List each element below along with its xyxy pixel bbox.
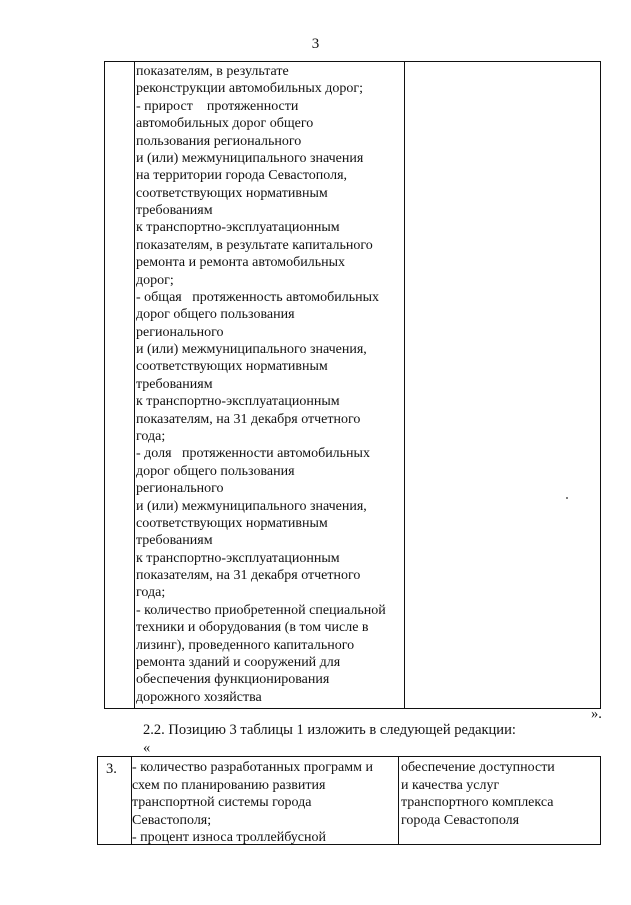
- table1-line: регионального: [136, 324, 224, 340]
- closing-quote: ».: [591, 706, 602, 722]
- table2-row-number: 3.: [106, 761, 117, 777]
- table1-line: автомобильных дорог общего: [136, 116, 314, 132]
- table1-line: и (или) межмуниципального значения,: [136, 342, 367, 358]
- table2-indicator-line: - процент износа троллейбусной: [132, 830, 327, 846]
- table1-line: соответствующих нормативным: [136, 185, 328, 201]
- table1-line: - прирост протяженности: [136, 98, 299, 114]
- table1-line: ремонта зданий и сооружений для: [136, 654, 341, 670]
- table1-line: соответствующих нормативным: [136, 515, 328, 531]
- table1-line: требованиям: [136, 533, 213, 549]
- table1-line: лизинг), проведенного капитального: [136, 637, 355, 653]
- table2-goal-line: транспортного комплекса: [401, 795, 554, 811]
- table1-line: к транспортно-эксплуатационным: [136, 220, 340, 236]
- instruction-paragraph: 2.2. Позицию 3 таблицы 1 изложить в следующей редакции:: [143, 722, 516, 738]
- table1-line: - общая протяженность автомобильных: [136, 289, 380, 305]
- table1-line: дорог общего пользования: [136, 307, 295, 323]
- table2-left-border: [97, 756, 98, 845]
- table2-goal-line: города Севастополя: [401, 812, 520, 828]
- table2-indicator-line: транспортной системы города: [132, 795, 312, 811]
- table1-line: года;: [136, 585, 166, 601]
- table2-goal-line: обеспечение доступности: [401, 760, 555, 775]
- table1-line: года;: [136, 428, 166, 444]
- table2-right-border: [600, 756, 601, 845]
- page-number: 3: [311, 36, 320, 52]
- table1-line: к транспортно-эксплуатационным: [136, 394, 340, 410]
- table2-goal-line: и качества услуг: [401, 777, 500, 793]
- table2-indicator-line: Севастополя;: [132, 812, 212, 828]
- table1-inner-border-2: [404, 61, 405, 709]
- table1-left-border: [104, 61, 105, 709]
- table1-line: соответствующих нормативным: [136, 359, 328, 375]
- table1-line: показателям, в результате: [136, 64, 289, 79]
- table1-line: - доля протяженности автомобильных: [136, 446, 370, 462]
- table1-line: показателям, в результате капитального: [136, 237, 373, 253]
- scan-speck: [566, 497, 568, 499]
- table1-line: и (или) межмуниципального значения: [136, 150, 364, 166]
- table1-line: регионального: [136, 481, 224, 497]
- table1-line: к транспортно-эксплуатационным: [136, 550, 340, 566]
- table1-line: дорог;: [136, 272, 174, 288]
- table1-line: - количество приобретенной специальной: [136, 602, 386, 618]
- table1-line: обеспечения функционирования: [136, 672, 330, 688]
- table1-line: пользования регионального: [136, 133, 302, 149]
- table1-line: показателям, на 31 декабря отчетного: [136, 568, 361, 584]
- table1-line: техники и оборудования (в том числе в: [136, 620, 369, 636]
- table2-indicator-line: - количество разработанных программ и: [132, 760, 373, 775]
- table1-line: требованиям: [136, 203, 213, 219]
- opening-quote: «: [143, 740, 151, 756]
- table2-inner-border-2: [398, 756, 399, 845]
- table1-line: дорог общего пользования: [136, 463, 295, 479]
- table2-top-border: [97, 756, 601, 757]
- table1-inner-border-1: [134, 61, 135, 709]
- table1-right-border: [600, 61, 601, 709]
- table1-line: ремонта и ремонта автомобильных: [136, 255, 346, 271]
- table1-line: и (или) межмуниципального значения,: [136, 498, 367, 514]
- table1-line: показателям, на 31 декабря отчетного: [136, 411, 361, 427]
- table2-indicator-line: схем по планированию развития: [132, 777, 326, 793]
- table1-line: на территории города Севастополя,: [136, 168, 348, 184]
- table1-bottom-border: [104, 708, 601, 709]
- table1-line: дорожного хозяйства: [136, 689, 262, 705]
- table1-line: требованиям: [136, 376, 213, 392]
- table1-line: реконструкции автомобильных дорог;: [136, 81, 364, 97]
- table1-top-border: [104, 61, 601, 62]
